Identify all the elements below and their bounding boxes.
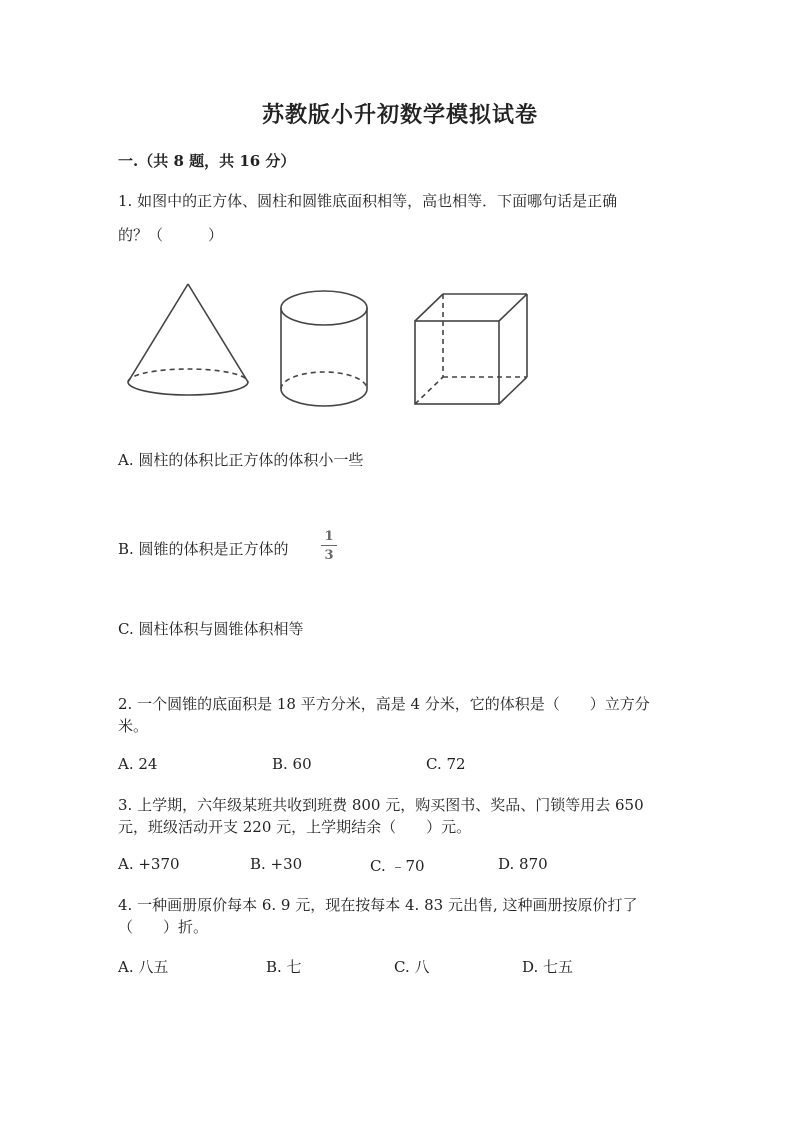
- question-1-option-a: A. 圆柱的体积比正方体的体积小一些: [118, 451, 364, 469]
- question-2-option-b: B. 60: [272, 755, 312, 773]
- page-title: 苏教版小升初数学模拟试卷: [261, 102, 538, 128]
- question-4-option-a: A. 八五: [118, 958, 169, 976]
- cube-figure: [415, 294, 527, 404]
- section-heading: 一.（共 8 题，共 16 分）: [118, 152, 296, 170]
- fraction-numerator: 1: [324, 529, 334, 544]
- question-2-line-2: 米。: [118, 717, 149, 735]
- question-2-option-a: A. 24: [118, 755, 158, 773]
- question-4-option-d: D. 七五: [522, 958, 574, 976]
- question-3-line-1: 3. 上学期，六年级某班共收到班费 800 元，购买图书、奖品、门锁等用去 650: [118, 796, 644, 814]
- fraction-denominator: 3: [324, 548, 334, 563]
- question-1-line-1: 1. 如图中的正方体、圆柱和圆锥底面积相等，高也相等．下面哪句话是正确: [118, 192, 618, 210]
- question-1-figures: [0, 0, 800, 420]
- cylinder-figure: [281, 291, 367, 406]
- fraction-one-third: [318, 530, 340, 562]
- question-4-option-b: B. 七: [266, 958, 302, 976]
- question-4-option-c: C. 八: [394, 958, 430, 976]
- question-4-line-1: 4. 一种画册原价每本 6. 9 元，现在按每本 4. 83 元出售, 这种画册按原价打了: [118, 896, 638, 914]
- question-3-option-c: C. ﹣70: [370, 857, 425, 875]
- question-3-option-b: B. +30: [250, 855, 303, 873]
- question-1-option-c: C. 圆柱体积与圆锥体积相等: [118, 620, 304, 638]
- question-3-option-d: D. 870: [498, 855, 548, 873]
- question-1-option-b: B. 圆锥的体积是正方体的: [118, 540, 289, 558]
- question-2-option-c: C. 72: [426, 755, 466, 773]
- question-3-line-2: 元，班级活动开支 220 元，上学期结余（ ）元。: [118, 818, 472, 836]
- question-2-line-1: 2. 一个圆锥的底面积是 18 平方分米，高是 4 分米，它的体积是（ ）立方分: [118, 695, 650, 713]
- question-3-option-a: A. +370: [118, 855, 180, 873]
- question-4-line-2: （ ）折。: [118, 918, 209, 936]
- question-1-line-2: 的？（ ）: [118, 226, 224, 244]
- cone-figure: [128, 284, 248, 395]
